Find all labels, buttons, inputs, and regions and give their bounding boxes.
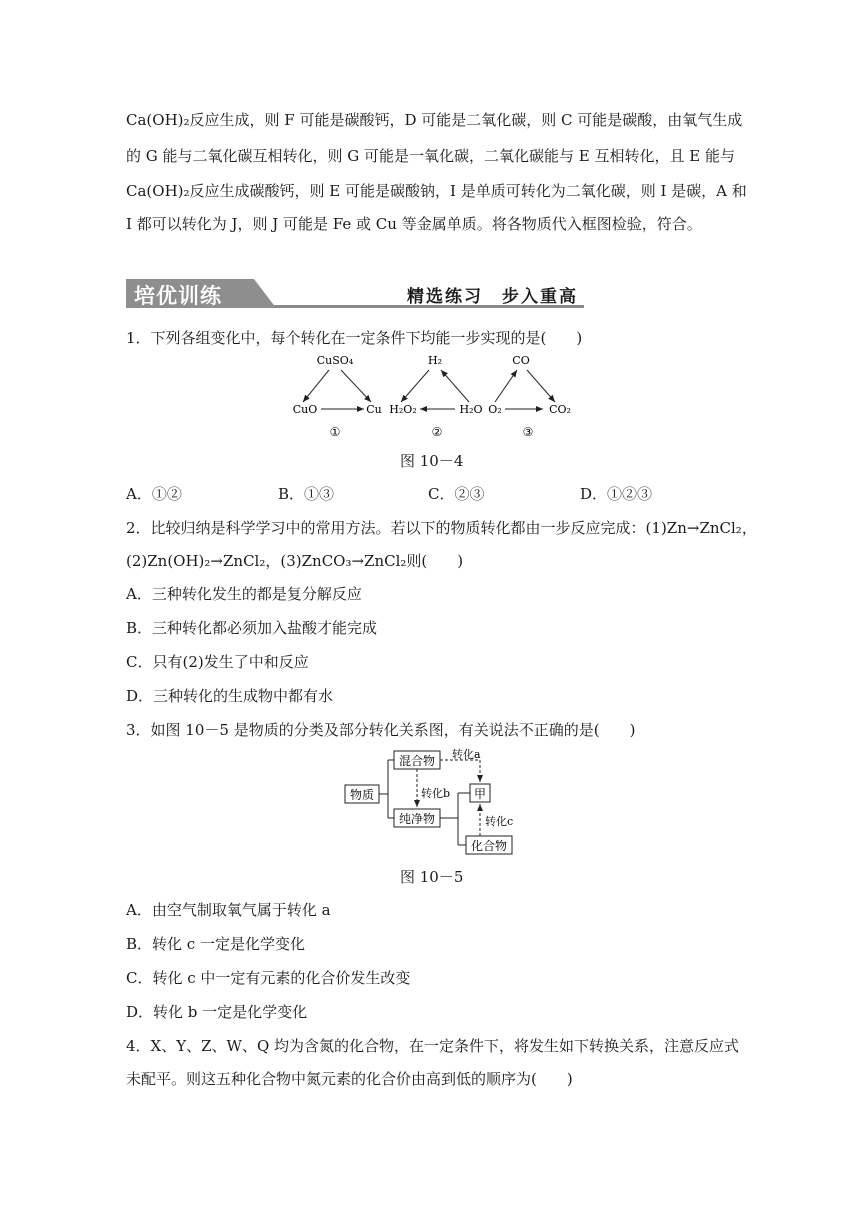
- q3-diagram: [340, 745, 530, 857]
- q3-root-box: 物质: [349, 788, 375, 802]
- q4-stem-line-1: 4．X、Y、Z、W、Q 均为含氮的化合物，在一定条件下，将发生如下转换关系，注意反应式: [126, 1037, 740, 1055]
- q1-g3-label: ③: [522, 425, 534, 439]
- figure-caption-10-5: 图 10－5: [400, 868, 464, 886]
- q1-diagram: [285, 350, 585, 442]
- q3-option-c: C．转化 c 中一定有元素的化合价发生改变: [126, 969, 411, 987]
- q4-stem-line-2: 未配平。则这五种化合物中氮元素的化合价由高到低的顺序为( ): [126, 1070, 573, 1088]
- intro-line-2: 的 G 能与二氧化碳互相转化，则 G 可能是一氧化碳，二氧化碳能与 E 互相转化，且 E 能与: [126, 147, 736, 165]
- q3-label-c: 转化c: [485, 815, 514, 828]
- q3-option-a: A．由空气制取氧气属于转化 a: [126, 901, 331, 919]
- q1-g2-label: ②: [431, 425, 443, 439]
- q1-g3-left: O₂: [488, 403, 502, 416]
- q2-option-c: C．只有(2)发生了中和反应: [126, 653, 309, 671]
- q1-option-c: C．②③: [428, 485, 485, 503]
- intro-line-3: Ca(OH)₂反应生成碳酸钙，则 E 可能是碳酸钠，I 是单质可转化为二氧化碳，则 I 是碳，A 和: [126, 182, 747, 200]
- q2-stem-line-2: (2)Zn(OH)₂→ZnCl₂，(3)ZnCO₃→ZnCl₂则( ): [126, 552, 464, 570]
- q1-option-d: D．①②③: [580, 485, 653, 503]
- q1-g2-left: H₂O₂: [389, 403, 417, 416]
- intro-line-4: I 都可以转化为 J，则 J 可能是 Fe 或 Cu 等金属单质。将各物质代入框图检验，符合。: [126, 215, 702, 233]
- q1-option-b: B．①③: [278, 485, 335, 503]
- q1-group-1: [293, 354, 382, 439]
- banner-slogan: 精选练习 步入重高: [407, 287, 578, 307]
- q2-option-a: A．三种转化发生的都是复分解反应: [126, 585, 362, 603]
- section-banner: [126, 279, 584, 309]
- q1-g2-top: H₂: [427, 354, 443, 367]
- q3-compound-box: 化合物: [470, 839, 508, 853]
- q2-option-b: B．三种转化都必须加入盐酸才能完成: [126, 619, 378, 637]
- q3-pure-box: 纯净物: [398, 812, 436, 826]
- banner-title: 培优训练: [134, 284, 222, 308]
- intro-line-1: Ca(OH)₂反应生成，则 F 可能是碳酸钙，D 可能是二氧化碳，则 C 可能是碳酸，由氧气生成: [126, 111, 743, 129]
- q3-mixture-box: 混合物: [398, 754, 436, 768]
- q1-g1-label: ①: [329, 425, 341, 439]
- q1-g1-left: CuO: [292, 403, 318, 416]
- q1-g1-right: Cu: [366, 403, 382, 416]
- q2-stem-line-1: 2．比较归纳是科学学习中的常用方法。若以下的物质转化都由一步反应完成：(1)Zn→ZnCl₂，: [126, 519, 757, 537]
- q2-option-d: D．三种转化的生成物中都有水: [126, 687, 334, 705]
- q3-stem: 3．如图 10－5 是物质的分类及部分转化关系图，有关说法不正确的是( ): [126, 721, 636, 739]
- q3-jia-box: 甲: [473, 787, 487, 801]
- figure-caption-10-4: 图 10－4: [400, 452, 464, 470]
- q1-g1-top: CuSO₄: [316, 354, 354, 367]
- q3-option-d: D．转化 b 一定是化学变化: [126, 1003, 308, 1021]
- q1-stem: 1．下列各组变化中，每个转化在一定条件下均能一步实现的是( ): [126, 329, 583, 347]
- q1-group-3: [488, 354, 571, 439]
- q1-option-a: A．①②: [126, 485, 182, 503]
- q3-label-a: 转化a: [452, 748, 481, 761]
- q3-option-b: B．转化 c 一定是化学变化: [126, 935, 305, 953]
- q1-g2-right: H₂O: [459, 403, 483, 416]
- q1-group-2: [389, 354, 482, 439]
- q1-g3-top: CO: [512, 354, 530, 367]
- q1-g3-right: CO₂: [549, 403, 571, 416]
- q3-label-b: 转化b: [421, 787, 451, 800]
